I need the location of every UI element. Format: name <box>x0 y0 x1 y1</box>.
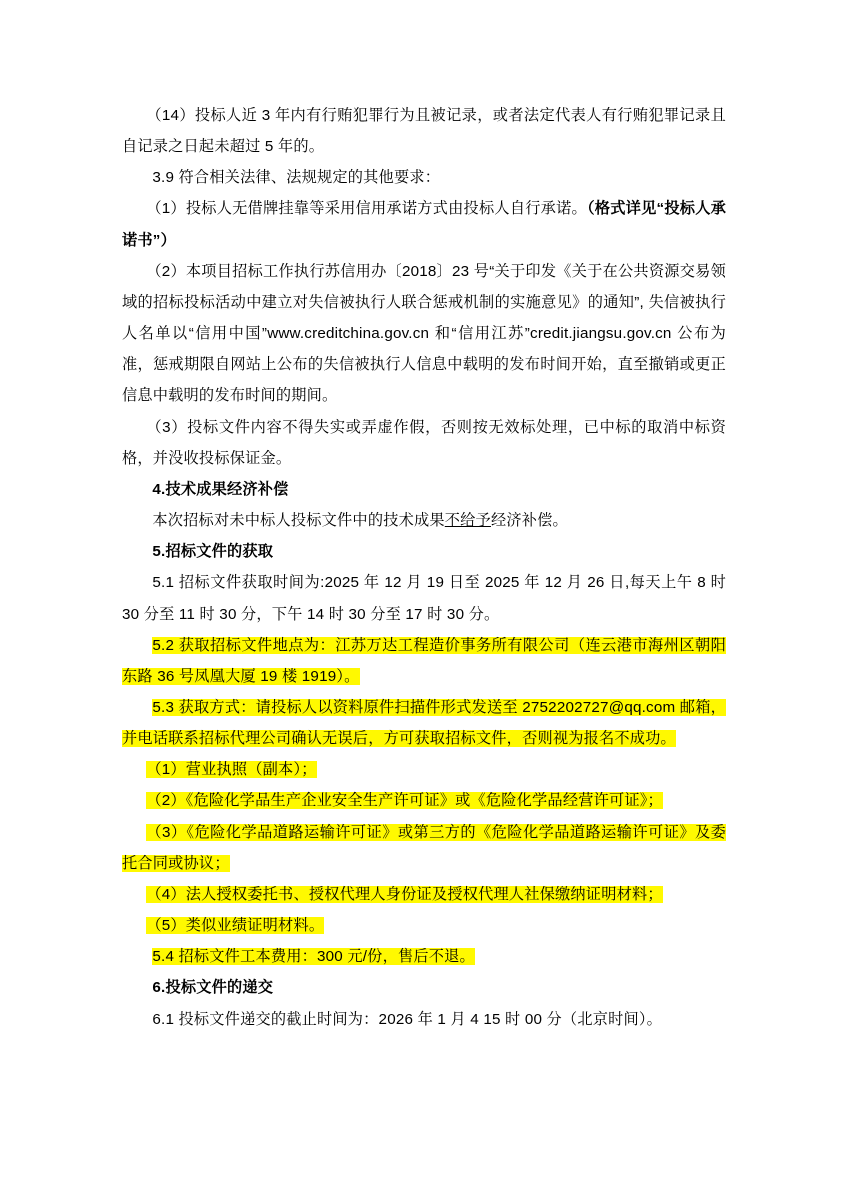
section-heading-6: 6.投标文件的递交 <box>152 979 274 997</box>
paragraph-3-9-item-3: （3）投标文件内容不得失实或弄虚作假，否则按无效标处理，已中标的取消中标资格，并没收投标保证金。 <box>122 418 726 467</box>
paragraph-5-3-highlight: 5.3 获取方式：请投标人以资料原件扫描件形式发送至 2752202727@qq.com 邮箱，并电话联系招标代理公司确认无误后，方可获取招标文件，否则视为报名不成功。 <box>122 698 726 748</box>
paragraph-5-3-item-3-highlight: （3）《危险化学品道路运输许可证》或第三方的《危险化学品道路运输许可证》及委托合同或协议； <box>122 823 726 872</box>
paragraph-5-4-highlight: 5.4 招标文件工本费用：300 元/份，售后不退。 <box>152 948 475 966</box>
document-body <box>122 100 726 1035</box>
paragraph-3-9-item-2: （2）本项目招标工作执行苏信用办〔2018〕23 号“关于印发《关于在公共资源交易领域的招标投标活动中建立对失信被执行人联合惩戒机制的实施意见》的通知”, 失信被执行人名单以“信用中国”www.creditchina.gov.cn 和“信用江苏”credit.jiangsu.gov.cn 公布为准，惩戒期限自网站上公布的失信被执行人信息中载明的发布时间开始，直至撤销或更正信息中载明的发布时间的期间。 <box>122 262 726 405</box>
paragraph-4-1 <box>122 505 726 536</box>
paragraph-item-14: （14）投标人近 3 年内有行贿犯罪行为且被记录，或者法定代表人有行贿犯罪记录且自记录之日起未超过 5 年的。 <box>122 107 726 156</box>
paragraph-3-9: 3.9 符合相关法律、法规规定的其他要求： <box>152 169 441 187</box>
paragraph-5-3-item-2-highlight: （2）《危险化学品生产企业安全生产许可证》或《危险化学品经营许可证》； <box>146 792 663 810</box>
paragraph-5-3-item-1-highlight: （1）营业执照（副本）； <box>146 761 317 779</box>
paragraph-5-3 <box>122 692 726 754</box>
paragraph-3-9-item-1-text: （1）投标人无借牌挂靠等采用信用承诺方式由投标人自行承诺。 <box>146 200 587 218</box>
paragraph-5-4 <box>122 941 726 972</box>
paragraph-5-2-highlight: 5.2 获取招标文件地点为：江苏万达工程造价事务所有限公司（连云港市海州区朝阳东路 36 号凤凰大厦 19 楼 1919）。 <box>122 636 726 685</box>
section-heading-4: 4.技术成果经济补偿 <box>152 480 289 498</box>
paragraph-5-1: 5.1 招标文件获取时间为:2025 年 12 月 19 日至 2025 年 12 月 26 日,每天上午 8 时 30 分至 11 时 30 分，下午 14 时 30 分至 17 时 30 分。 <box>122 574 726 623</box>
paragraph-5-3-item-5 <box>122 910 726 941</box>
section-heading-5: 5.招标文件的获取 <box>152 543 274 561</box>
paragraph-5-3-item-5-highlight: （5）类似业绩证明材料。 <box>146 917 325 935</box>
paragraph-4-1-suffix: 经济补偿。 <box>490 512 568 530</box>
paragraph-6-1: 6.1 投标文件递交的截止时间为：2026 年 1 月 4 15 时 00 分（北京时间）。 <box>152 1010 663 1028</box>
paragraph-5-2 <box>122 630 726 692</box>
paragraph-4-1-prefix: 本次招标对未中标人投标文件中的技术成果 <box>152 512 445 530</box>
paragraph-3-9-item-1 <box>122 193 726 255</box>
paragraph-5-3-item-3 <box>122 817 726 879</box>
paragraph-5-3-item-2 <box>122 785 726 816</box>
paragraph-5-3-item-1 <box>122 754 726 785</box>
paragraph-5-3-item-4-highlight: （4）法人授权委托书、授权代理人身份证及授权代理人社保缴纳证明材料； <box>146 885 663 903</box>
paragraph-5-3-item-4 <box>122 879 726 910</box>
paragraph-4-1-underline: 不给予 <box>444 512 491 530</box>
paragraph-3-9-item-1-bold: （格式详见“投标人承诺书”） <box>122 200 727 249</box>
